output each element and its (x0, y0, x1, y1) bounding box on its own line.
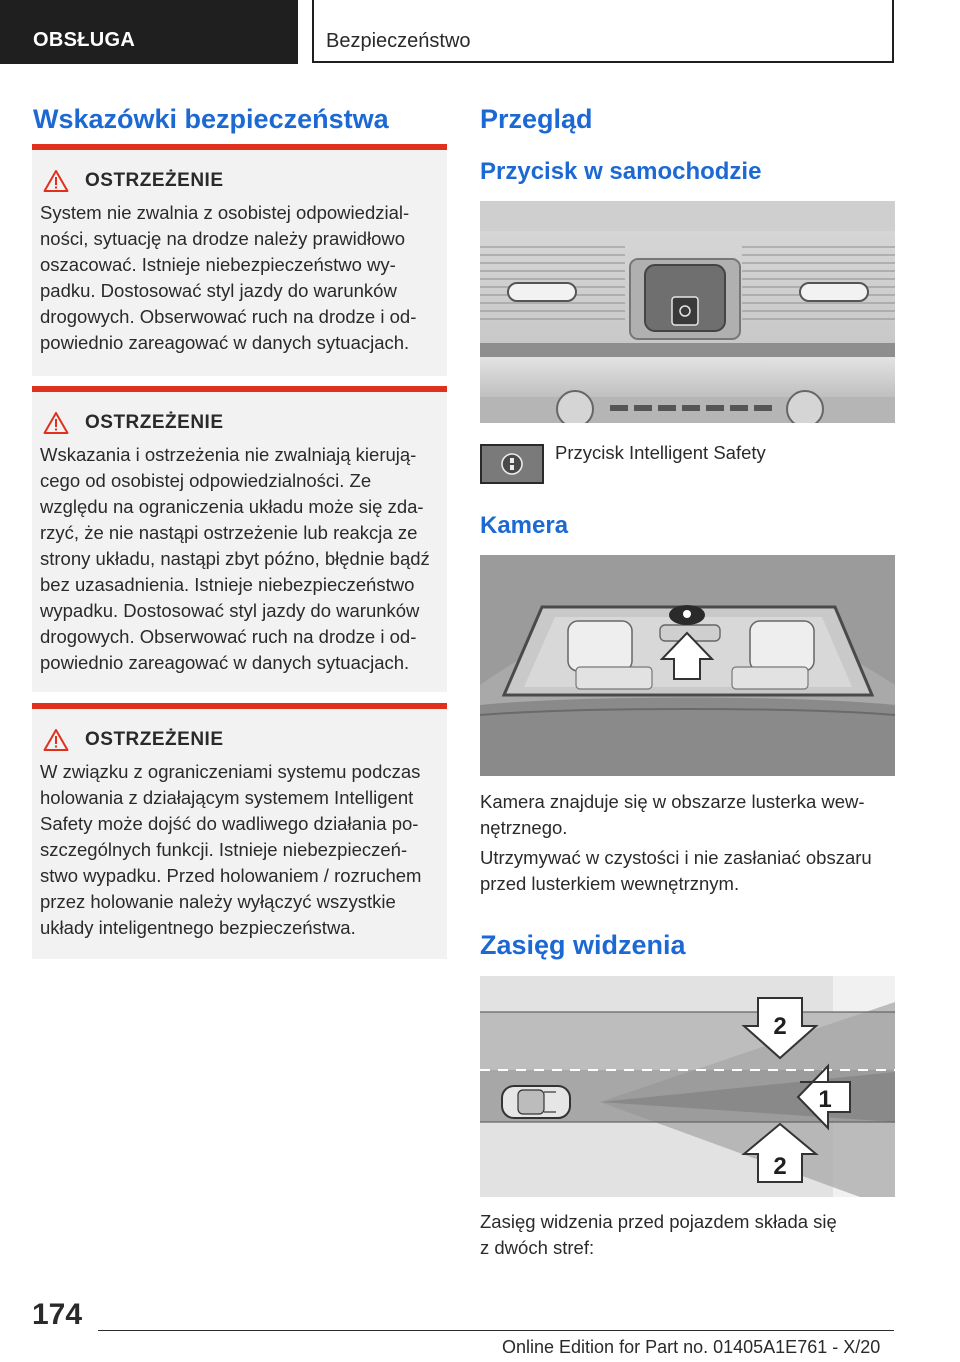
zone-label-2-bottom: 2 (773, 1153, 787, 1180)
camera-figure (480, 555, 895, 776)
button-caption: Przycisk Intelligent Safety (555, 442, 766, 463)
dashboard-button-figure (480, 201, 895, 423)
page-number: 174 (32, 1298, 83, 1331)
warning-box-3 (32, 703, 447, 959)
camera-section-title: Kamera (480, 512, 569, 539)
section-label: OBSŁUGA (33, 29, 136, 51)
zone-label-1: 1 (818, 1086, 832, 1113)
warning-text: Wskazania i ostrzeżenia nie zwalniają kierują- cego od osobistej odpowiedzialności. Ze względu na ograniczenia układu może się zda- rzyć, że nie nastąpi ostrzeżenie lub reakcja ze strony układu, nastąpi zbyt późno, błędnie bądź bez uzasadnienia. Istnieje niebezpieczeństwo wypadku. Dostosować styl jazdy do warunków drogowych. Obserwować ruch na drodze i od- powiednio zareagować w danych sytuacjach. (40, 444, 430, 673)
range-figure (480, 976, 895, 1197)
warning-box-2 (32, 386, 447, 692)
warning-text: System nie zwalnia z osobistej odpowiedzial- ności, sytuację na drodze należy prawidłowo oszacować. Istnieje niebezpieczeństwo wy- padku. Dostosować styl jazdy do warunków drogowych. Obserwować ruch na drodze i od- powiednio zareagować w danych sytuacjach. (40, 202, 417, 353)
section-tab (0, 0, 298, 64)
dashboard-illustration (480, 201, 895, 423)
breadcrumb (312, 0, 894, 63)
warning-box-1 (32, 144, 447, 376)
warning-text: W związku z ograniczeniami systemu podczas holowania z działającym systemem Intelligent Safety może dojść do wadliwego działania po- szczególnych funkcji. Istnieje niebezpieczeń- stwo wypadku. Przed holowaniem / rozruchem przez holowanie należy wyłączyć wszystkie układy inteligentnego bezpieczeństwa. (40, 761, 422, 938)
warning-label: OSTRZEŻENIE (85, 412, 224, 433)
warning-triangle-icon (43, 728, 69, 752)
range-diagram (480, 976, 895, 1197)
intelligent-safety-button-icon (480, 444, 544, 484)
range-section-title: Zasięg widzenia (480, 930, 686, 960)
range-paragraph: Zasięg widzenia przed pojazdem składa się z dwóch stref: (480, 1211, 837, 1258)
breadcrumb-label: Bezpieczeństwo (326, 30, 471, 52)
camera-paragraph-1: Kamera znajduje się w obszarze lusterka wew- nętrznego. (480, 791, 865, 838)
warning-label: OSTRZEŻENIE (85, 729, 224, 750)
footer-edition: Online Edition for Part no. 01405A1E761 - X/20 (502, 1337, 881, 1357)
left-column-title: Wskazówki bezpieczeństwa (33, 104, 389, 134)
warning-label: OSTRZEŻENIE (85, 170, 224, 191)
right-column-title: Przegląd (480, 104, 593, 134)
warning-triangle-icon (43, 169, 69, 193)
camera-illustration (480, 555, 895, 776)
footer-divider (98, 1330, 894, 1331)
zone-label-2-top: 2 (773, 1013, 787, 1040)
button-section-title: Przycisk w samochodzie (480, 158, 762, 185)
camera-paragraph-2: Utrzymywać w czystości i nie zasłaniać obszaru przed lusterkiem wewnętrznym. (480, 847, 872, 894)
warning-triangle-icon (43, 411, 69, 435)
